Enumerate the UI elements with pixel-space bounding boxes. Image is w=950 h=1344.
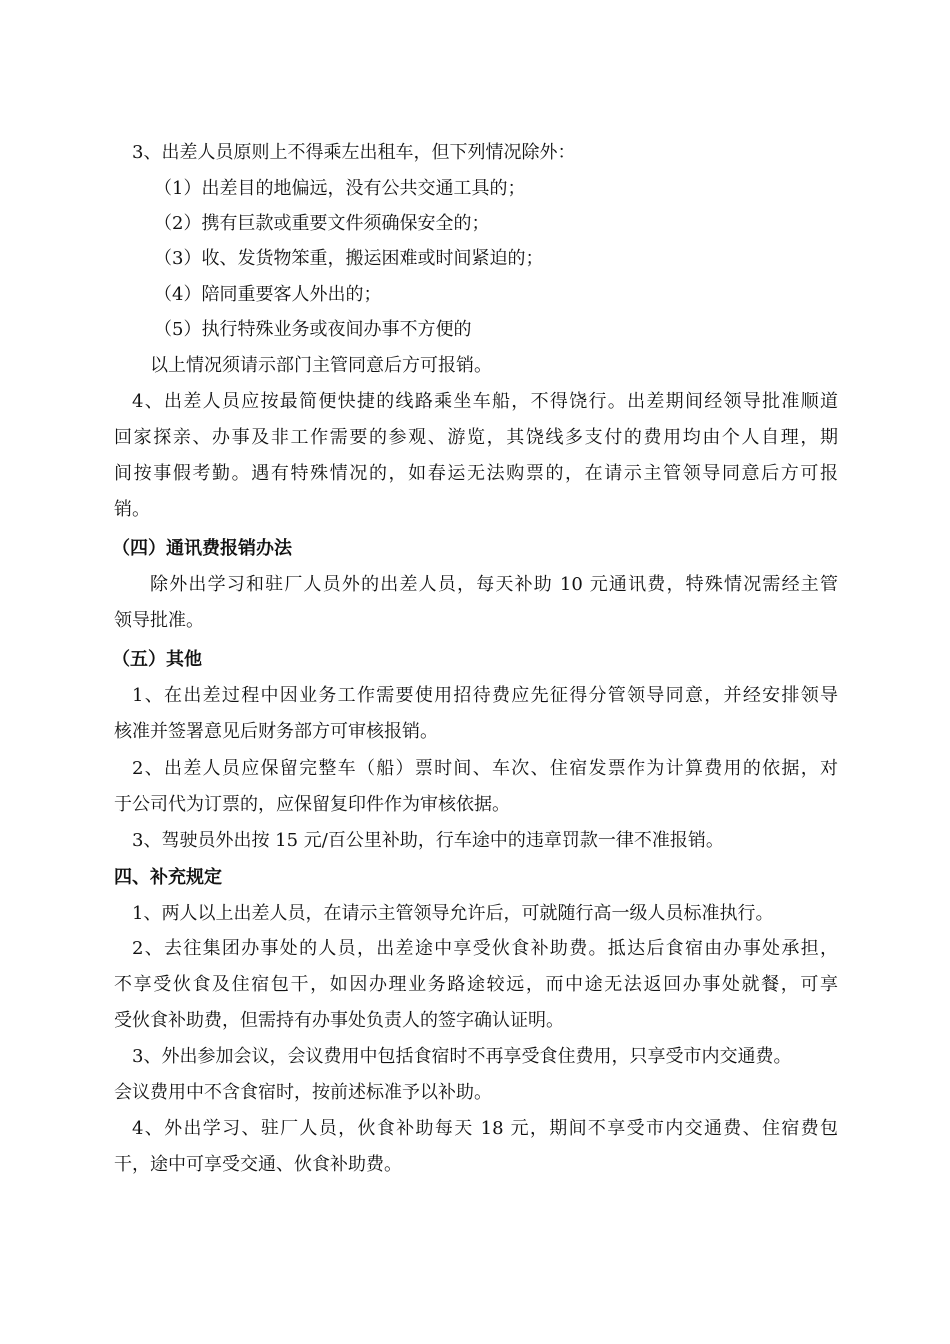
other-rule-2-line-2: 于公司代为订票的，应保留复印件作为审核依据。	[114, 794, 510, 815]
other-rule-1-line-2: 核准并签署意见后财务部方可审核报销。	[114, 721, 438, 742]
rule-4-route-line-2: 回家探亲、办事及非工作需要的参观、游览，其饶线多支付的费用均由个人自理，期	[114, 427, 838, 448]
taxi-exception-5: （5）执行特殊业务或夜间办事不方便的	[154, 319, 472, 340]
taxi-exception-1: （1）出差目的地偏远，没有公共交通工具的；	[154, 178, 526, 199]
section-5-heading: （五）其他	[112, 649, 202, 670]
supplement-rule-3-line-2: 会议费用中不含食宿时，按前述标准予以补助。	[114, 1082, 492, 1103]
section-4-heading: （四）通讯费报销办法	[112, 538, 292, 559]
supplement-rule-3-line-1: 3、外出参加会议，会议费用中包括食宿时不再享受食住费用，只享受市内交通费。	[132, 1046, 792, 1067]
taxi-approval-note: 以上情况须请示部门主管同意后方可报销。	[150, 355, 492, 376]
other-rule-3: 3、驾驶员外出按 15 元/百公里补助，行车途中的违章罚款一律不准报销。	[132, 830, 724, 851]
telecom-rule-line-2: 领导批准。	[114, 610, 204, 631]
supplement-rule-1: 1、两人以上出差人员，在请示主管领导允许后，可就随行高一级人员标准执行。	[132, 903, 774, 924]
rule-4-route-line-4: 销。	[114, 499, 150, 520]
rule-4-route-line-3: 间按事假考勤。遇有特殊情况的，如春运无法购票的，在请示主管领导同意后方可报	[114, 463, 838, 484]
supplement-rule-2-line-3: 受伙食补助费，但需持有办事处负责人的签字确认证明。	[114, 1010, 564, 1031]
telecom-rule-line-1: 除外出学习和驻厂人员外的出差人员，每天补助 10 元通讯费，特殊情况需经主管	[150, 574, 838, 595]
section-supplement-heading: 四、补充规定	[114, 867, 222, 888]
rule-4-route-line-1: 4、出差人员应按最简便快捷的线路乘坐车船，不得饶行。出差期间经领导批准顺道	[132, 391, 838, 412]
supplement-rule-2-line-1: 2、去往集团办事处的人员，出差途中享受伙食补助费。抵达后食宿由办事处承担，	[132, 938, 838, 959]
taxi-exception-2: （2）携有巨款或重要文件须确保安全的；	[154, 213, 490, 234]
rule-3-taxi: 3、出差人员原则上不得乘左出租车，但下列情况除外：	[132, 142, 576, 163]
taxi-exception-4: （4）陪同重要客人外出的；	[154, 284, 382, 305]
supplement-rule-4-line-1: 4、外出学习、驻厂人员，伙食补助每天 18 元，期间不享受市内交通费、住宿费包	[132, 1118, 838, 1139]
supplement-rule-2-line-2: 不享受伙食及住宿包干，如因办理业务路途较远，而中途无法返回办事处就餐，可享	[114, 974, 838, 995]
supplement-rule-4-line-2: 干，途中可享受交通、伙食补助费。	[114, 1154, 402, 1175]
other-rule-1-line-1: 1、在出差过程中因业务工作需要使用招待费应先征得分管领导同意，并经安排领导	[132, 685, 838, 706]
other-rule-2-line-1: 2、出差人员应保留完整车（船）票时间、车次、住宿发票作为计算费用的依据，对	[132, 758, 838, 779]
taxi-exception-3: （3）收、发货物笨重，搬运困难或时间紧迫的；	[154, 248, 544, 269]
